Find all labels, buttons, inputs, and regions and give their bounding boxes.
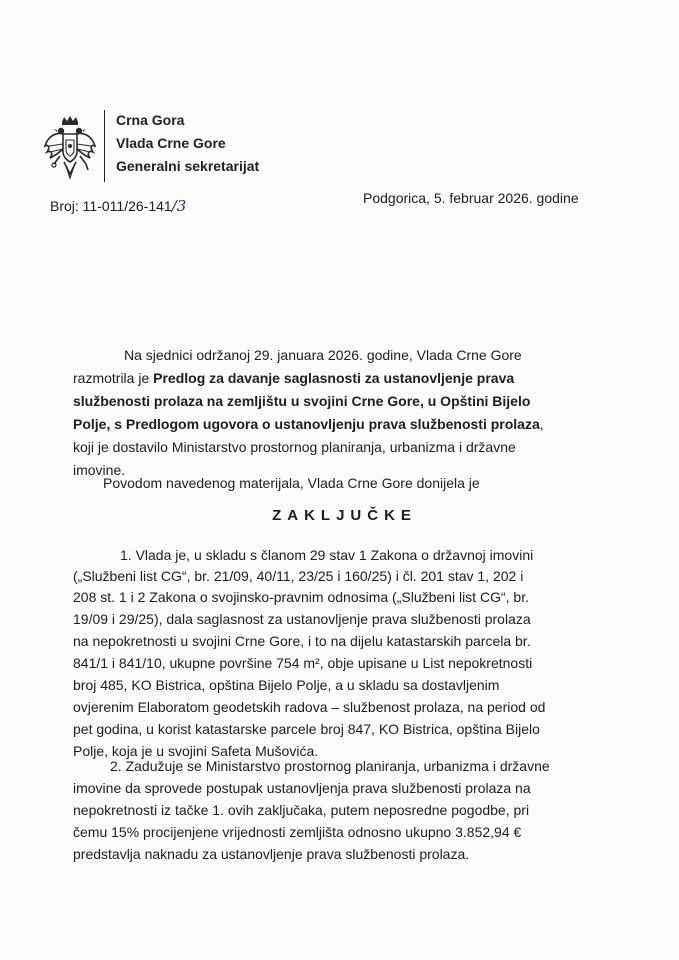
conclusion-1-line-1: 1. Vlada je, u skladu s članom 29 stav 1 Zakona o državnoj imovini	[120, 547, 534, 563]
conclusion-2-line-2: imovine da sprovede postupak ustanovljenja prava službenosti prolaza na	[73, 780, 531, 796]
letterhead-government: Vlada Crne Gore	[116, 135, 226, 151]
proposal-title-part-3: Polje, s Predlogom ugovora o ustanovljenju prava službenosti prolaza	[73, 416, 540, 432]
montenegro-coat-of-arms-icon	[44, 116, 96, 180]
letterhead-country: Crna Gora	[116, 112, 185, 128]
conclusions-heading: ZAKLJUČKE	[272, 507, 417, 524]
conclusion-1-line-7: broj 485, KO Bistrica, opština Bijelo Polje, a u skladu sa dostavljenim	[73, 677, 500, 693]
proposal-title-part-1: Predlog za davanje saglasnosti za ustanovljenje prava	[153, 370, 515, 386]
conclusion-1-line-4: 19/09 i 29/25), dala saglasnost za ustanovljenje prava službenosti prolaza	[73, 611, 531, 627]
intro-line-2	[73, 370, 514, 387]
conclusion-1-line-8: ovjerenim Elaboratom geodetskih radova – službenost prolaza, na period od	[73, 699, 546, 715]
intro-line-5: koji je dostavilo Ministarstvo prostornog planiranja, urbanizma i državne	[73, 439, 516, 455]
conclusion-2-line-5: predstavlja naknadu za ustanovljenje prava službenosti prolaza.	[73, 846, 470, 862]
reference-number-text: Broj: 11-011/26-141	[50, 198, 172, 214]
intro-line-4-comma: ,	[539, 416, 544, 432]
conclusion-1-line-2: („Službeni list CG“, br. 21/09, 40/11, 23/25 i 160/25) i čl. 201 stav 1, 202 i	[73, 568, 524, 584]
intro-line-7: Povodom navedenog materijala, Vlada Crne Gore donijela je	[103, 475, 480, 491]
reference-handwritten-suffix: /3	[171, 197, 187, 215]
intro-line-6: imovine.	[73, 462, 126, 478]
conclusion-1-line-3: 208 st. 1 i 2 Zakona o svojinsko-pravnim odnosima („Službeni list CG“, br.	[73, 589, 529, 605]
conclusion-2-line-1: 2. Zadužuje se Ministarstvo prostornog planiranja, urbanizma i državne	[110, 758, 550, 774]
conclusion-2-line-3: nepokretnosti iz tačke 1. ovih zaključaka, putem neposredne pogodbe, pri	[73, 802, 530, 818]
intro-line-4	[73, 416, 544, 433]
conclusion-1-line-9: pet godina, u korist katastarske parcele broj 847, KO Bistrica, opština Bijelo	[73, 721, 540, 737]
place-and-date: Podgorica, 5. februar 2026. godine	[363, 190, 579, 206]
conclusion-1-line-6: 841/1 i 841/10, ukupne površine 754 m², obje upisane u List nepokretnosti	[73, 655, 533, 671]
proposal-title-part-2: službenosti prolaza na zemljištu u svojini Crne Gore, u Opštini Bijelo	[73, 393, 531, 409]
letterhead-divider	[104, 110, 105, 182]
conclusion-1-line-10: Polje, koja je u svojini Safeta Mušovića.	[73, 743, 319, 759]
letterhead-department: Generalni sekretarijat	[116, 158, 260, 174]
intro-line-2-lead: razmotrila je	[73, 370, 154, 386]
conclusion-1-line-5: na nepokretnosti u svojini Crne Gore, i to na dijelu katastarskih parcela br.	[73, 633, 531, 649]
intro-line-1: Na sjednici održanoj 29. januara 2026. godine, Vlada Crne Gore	[124, 347, 522, 363]
reference-number	[50, 197, 186, 215]
conclusion-2-line-4: čemu 15% procijenjene vrijednosti zemljišta odnosno ukupno 3.852,94 €	[73, 824, 522, 840]
